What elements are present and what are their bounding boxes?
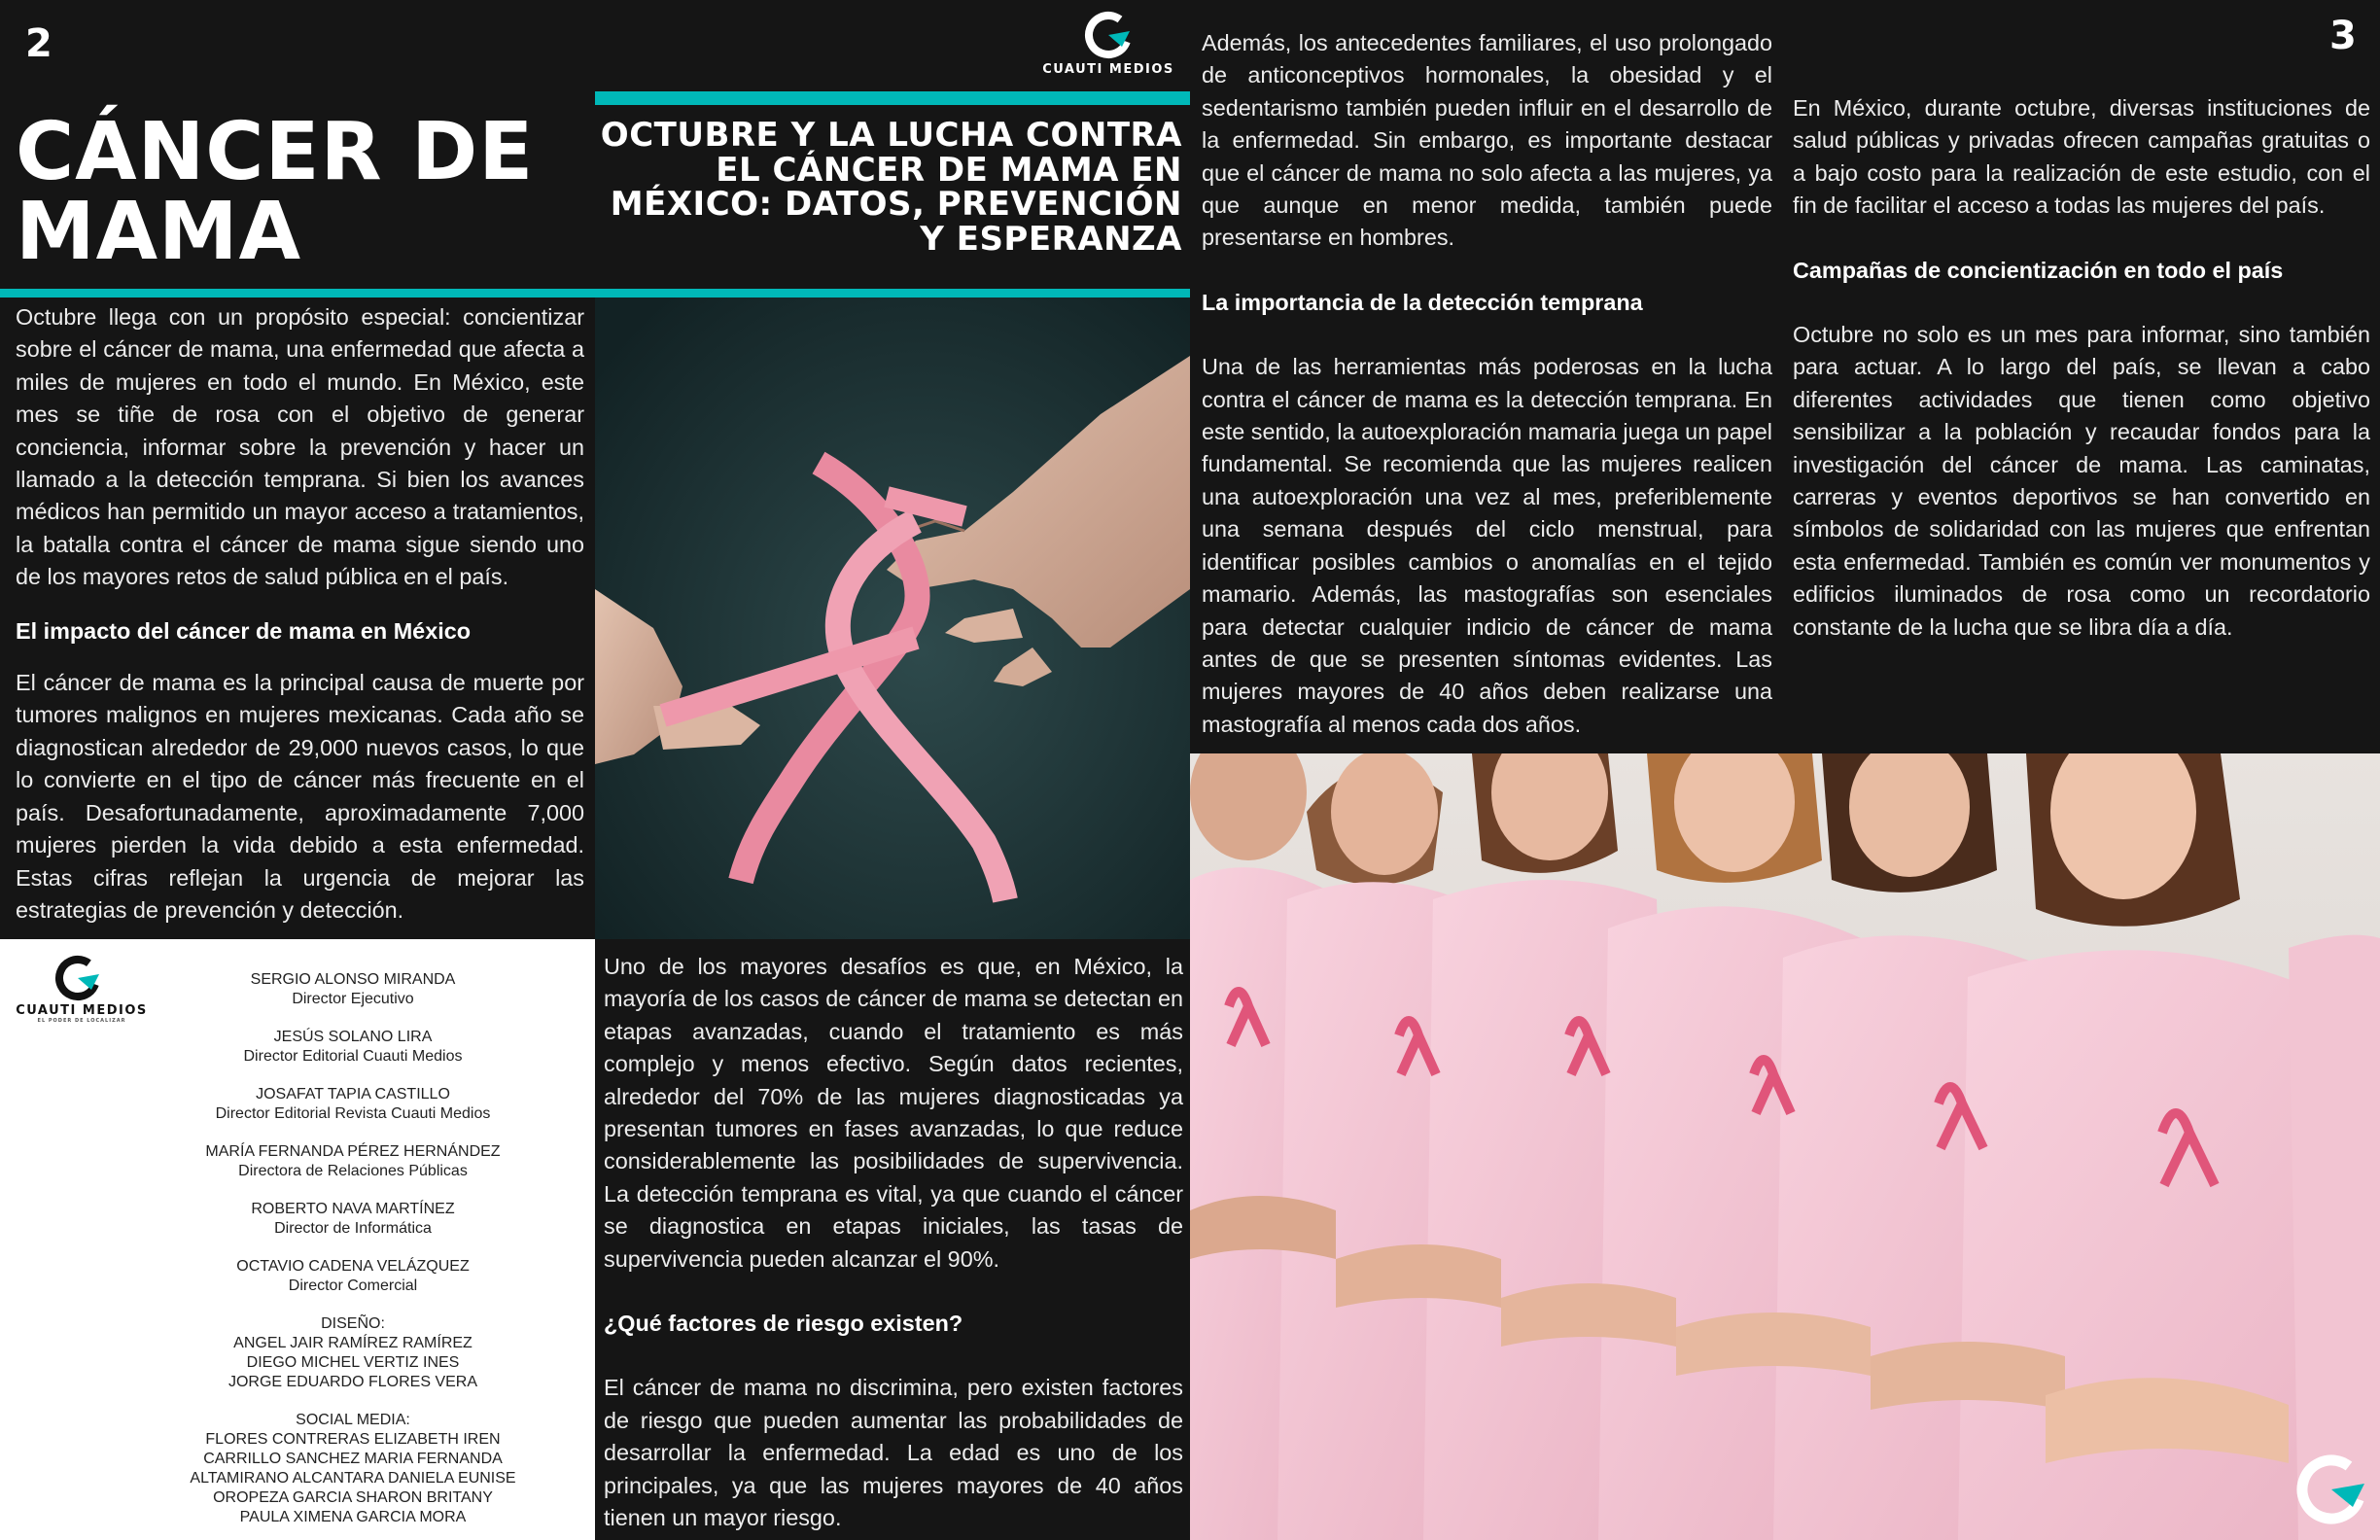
article-headline — [595, 116, 1182, 260]
page-title — [16, 106, 535, 278]
credit-role: Director Editorial Cuauti Medios — [243, 1048, 463, 1065]
credits-list — [165, 970, 541, 1540]
credit-role: Directora de Relaciones Públicas — [238, 1163, 468, 1179]
credit-name: JOSAFAT TAPIA CASTILLO — [256, 1086, 450, 1102]
column-2 — [604, 951, 1183, 1540]
social-name: OROPEZA GARCIA SHARON BRITANY — [213, 1489, 493, 1506]
campaigns-paragraph: En México, durante octubre, diversas instituciones de salud públicas y privadas ofrecen campañas gratuitas o a bajo costo para la realización de este estudio, con el fin de facilitar el acceso a todas las mujeres del país. — [1793, 95, 2370, 219]
cuauti-logo-icon — [2291, 1449, 2372, 1530]
credit-role: Director Editorial Revista Cuauti Medios — [215, 1105, 491, 1122]
credit-name: JESÚS SOLANO LIRA — [273, 1029, 433, 1045]
page-title-line-1: CÁNCER DE — [16, 106, 535, 198]
column-3 — [1202, 27, 1772, 773]
credit-name: ROBERTO NAVA MARTÍNEZ — [251, 1201, 455, 1217]
impact-subhead: El impacto del cáncer de mama en México — [16, 617, 471, 644]
design-credits — [165, 1314, 541, 1392]
page-title-line-2: MAMA — [16, 186, 302, 278]
cuauti-logo-icon — [14, 953, 150, 1003]
social-name: ALTAMIRANO ALCANTARA DANIELA EUNISE — [190, 1470, 516, 1487]
credit-entry — [165, 1257, 541, 1296]
brand-name-credits: CUAUTI MEDIOS — [16, 1003, 148, 1018]
risk-paragraph: El cáncer de mama no discrimina, pero existen factores de riesgo que pueden aumentar las probabilidades de desarrollar la enfermedad. La edad es uno de los principales, ya que las mujeres mayores de 40 años tienen un mayor riesgo. — [604, 1375, 1183, 1531]
intro-paragraph: Octubre llega con un propósito especial: concientizar sobre el cáncer de mama, una enfermedad que afecta a miles de mujeres en todo el mundo. En México, este mes se tiñe de rosa con el objetivo de generar conciencia, informar sobre la prevención y hacer un llamado a la detección temprana. Si bien los avances médicos han permitido un mayor acceso a tratamientos, la batalla contra el cáncer de mama sigue siendo uno de los mayores retos de salud pública en el país. — [16, 304, 584, 590]
hands-pink-ribbon-image — [595, 298, 1190, 939]
continuation-paragraph: Además, los antecedentes familiares, el uso prolongado de anticonceptivos hormonales, la obesidad y el sedentarismo también pueden influir en el desarrollo de la enfermedad. Sin embargo, es importante destacar que el cáncer de mama no solo afecta a las mujeres, ya que aunque en menor medida, también puede presentarse en hombres. — [1202, 30, 1772, 251]
brand-tagline: EL PODER DE LOCALIZAR — [37, 1018, 126, 1024]
page-number-right: 3 — [2329, 14, 2357, 58]
cuauti-logo-icon — [1040, 8, 1176, 62]
column-4 — [1793, 92, 2370, 676]
credit-entry — [165, 1028, 541, 1067]
credit-entry — [165, 1085, 541, 1124]
social-name: FLORES CONTRERAS ELIZABETH IREN — [205, 1431, 501, 1448]
social-name: PAULA XIMENA GARCIA MORA — [239, 1509, 467, 1525]
brand-logo-top — [1040, 8, 1176, 80]
women-pink-photo — [1190, 753, 2380, 1540]
social-credits — [165, 1411, 541, 1527]
detection-subhead: La importancia de la detección temprana — [1202, 289, 1643, 315]
headline-top-rule — [595, 91, 1190, 105]
credit-role: Director Ejecutivo — [292, 991, 414, 1007]
design-label: DISEÑO: — [321, 1315, 385, 1332]
credit-name: SERGIO ALONSO MIRANDA — [250, 971, 456, 988]
design-name: JORGE EDUARDO FLORES VERA — [228, 1374, 478, 1390]
page-number-left: 2 — [25, 21, 52, 66]
credit-entry — [165, 970, 541, 1009]
column-1 — [16, 301, 584, 959]
ribbon-photo — [595, 298, 1190, 939]
social-label: SOCIAL MEDIA: — [296, 1412, 410, 1428]
social-name: CARRILLO SANCHEZ MARIA FERNANDA — [203, 1451, 503, 1467]
headline-line-2: EL CÁNCER DE MAMA EN — [716, 150, 1182, 190]
brand-name-top: CUAUTI MEDIOS — [1042, 62, 1174, 77]
brand-logo-corner — [2291, 1449, 2372, 1530]
detection-paragraph: Una de las herramientas más poderosas en la lucha contra el cáncer de mama es la detección temprana. En este sentido, la autoexploración mamaria juega un papel fundamental. Se recomienda que las mujeres realicen una autoexploración una vez al mes, preferiblemente una semana después del ciclo menstrual, para identificar posibles cambios o anomalías en el tejido mamario. Además, las mastografías son esenciales para detectar cualquier indicio de cáncer de mama antes de que se presenten síntomas evidentes. Las mujeres mayores de 40 años deben realizarse una mastografía al menos cada dos años. — [1202, 354, 1772, 737]
credit-entry — [165, 1200, 541, 1239]
credit-entry — [165, 1142, 541, 1181]
risk-subhead: ¿Qué factores de riesgo existen? — [604, 1311, 963, 1337]
headline-line-4: Y ESPERANZA — [920, 220, 1182, 260]
impact-paragraph: El cáncer de mama es la principal causa de muerte por tumores malignos en mujeres mexicanas. Cada año se diagnostican alrededor de 29,000 nuevos casos, lo que lo convierte en el tipo de cáncer más frecuente en el país. Desafortunadamente, aproximadamente 7,000 mujeres pierden la vida debido a esta enfermedad. Estas cifras reflejan la urgencia de mejorar las estrategias de prevención y detección. — [16, 670, 584, 923]
credit-role: Director Comercial — [288, 1278, 418, 1294]
awareness-subhead: Campañas de concientización en todo el país — [1793, 257, 2284, 283]
credit-name: MARÍA FERNANDA PÉREZ HERNÁNDEZ — [205, 1143, 501, 1160]
women-pink-shirts-image — [1190, 753, 2380, 1540]
headline-line-3: MÉXICO: DATOS, PREVENCIÓN — [610, 185, 1182, 225]
credit-name: OCTAVIO CADENA VELÁZQUEZ — [236, 1258, 470, 1275]
design-name: ANGEL JAIR RAMÍREZ RAMÍREZ — [233, 1335, 472, 1351]
awareness-paragraph: Octubre no solo es un mes para informar, sino también para actuar. A lo largo del país, se llevan a cabo diferentes actividades que tienen como objetivo sensibilizar a la población y recaudar fondos para la investigación del cáncer de mama. Las caminatas, carreras y eventos deportivos se han convertido en símbolos de solidaridad con las mujeres que enfrentan esta enfermedad. También es común ver monumentos y edificios iluminados de rosa como un recordatorio constante de la lucha que se libra día a día. — [1793, 322, 2370, 640]
design-name: DIEGO MICHEL VERTIZ INES — [246, 1354, 460, 1371]
brand-logo-credits — [14, 953, 150, 1031]
credit-role: Director de Informática — [274, 1220, 432, 1237]
section-divider-rule — [0, 289, 1190, 298]
headline-line-1: OCTUBRE Y LA LUCHA CONTRA — [600, 116, 1182, 155]
challenge-paragraph: Uno de los mayores desafíos es que, en México, la mayoría de los casos de cáncer de mama se detectan en etapas avanzadas, cuando el tratamiento es más complejo y menos efectivo. Según datos recientes, alrededor del 70% de las mujeres diagnosticadas ya presentan tumores en fases avanzadas, lo que reduce considerablemente las posibilidades de supervivencia. La detección temprana es vital, ya que cuando el cáncer se diagnostica en etapas iniciales, las tasas de supervivencia pueden alcanzar el 90%. — [604, 954, 1183, 1272]
